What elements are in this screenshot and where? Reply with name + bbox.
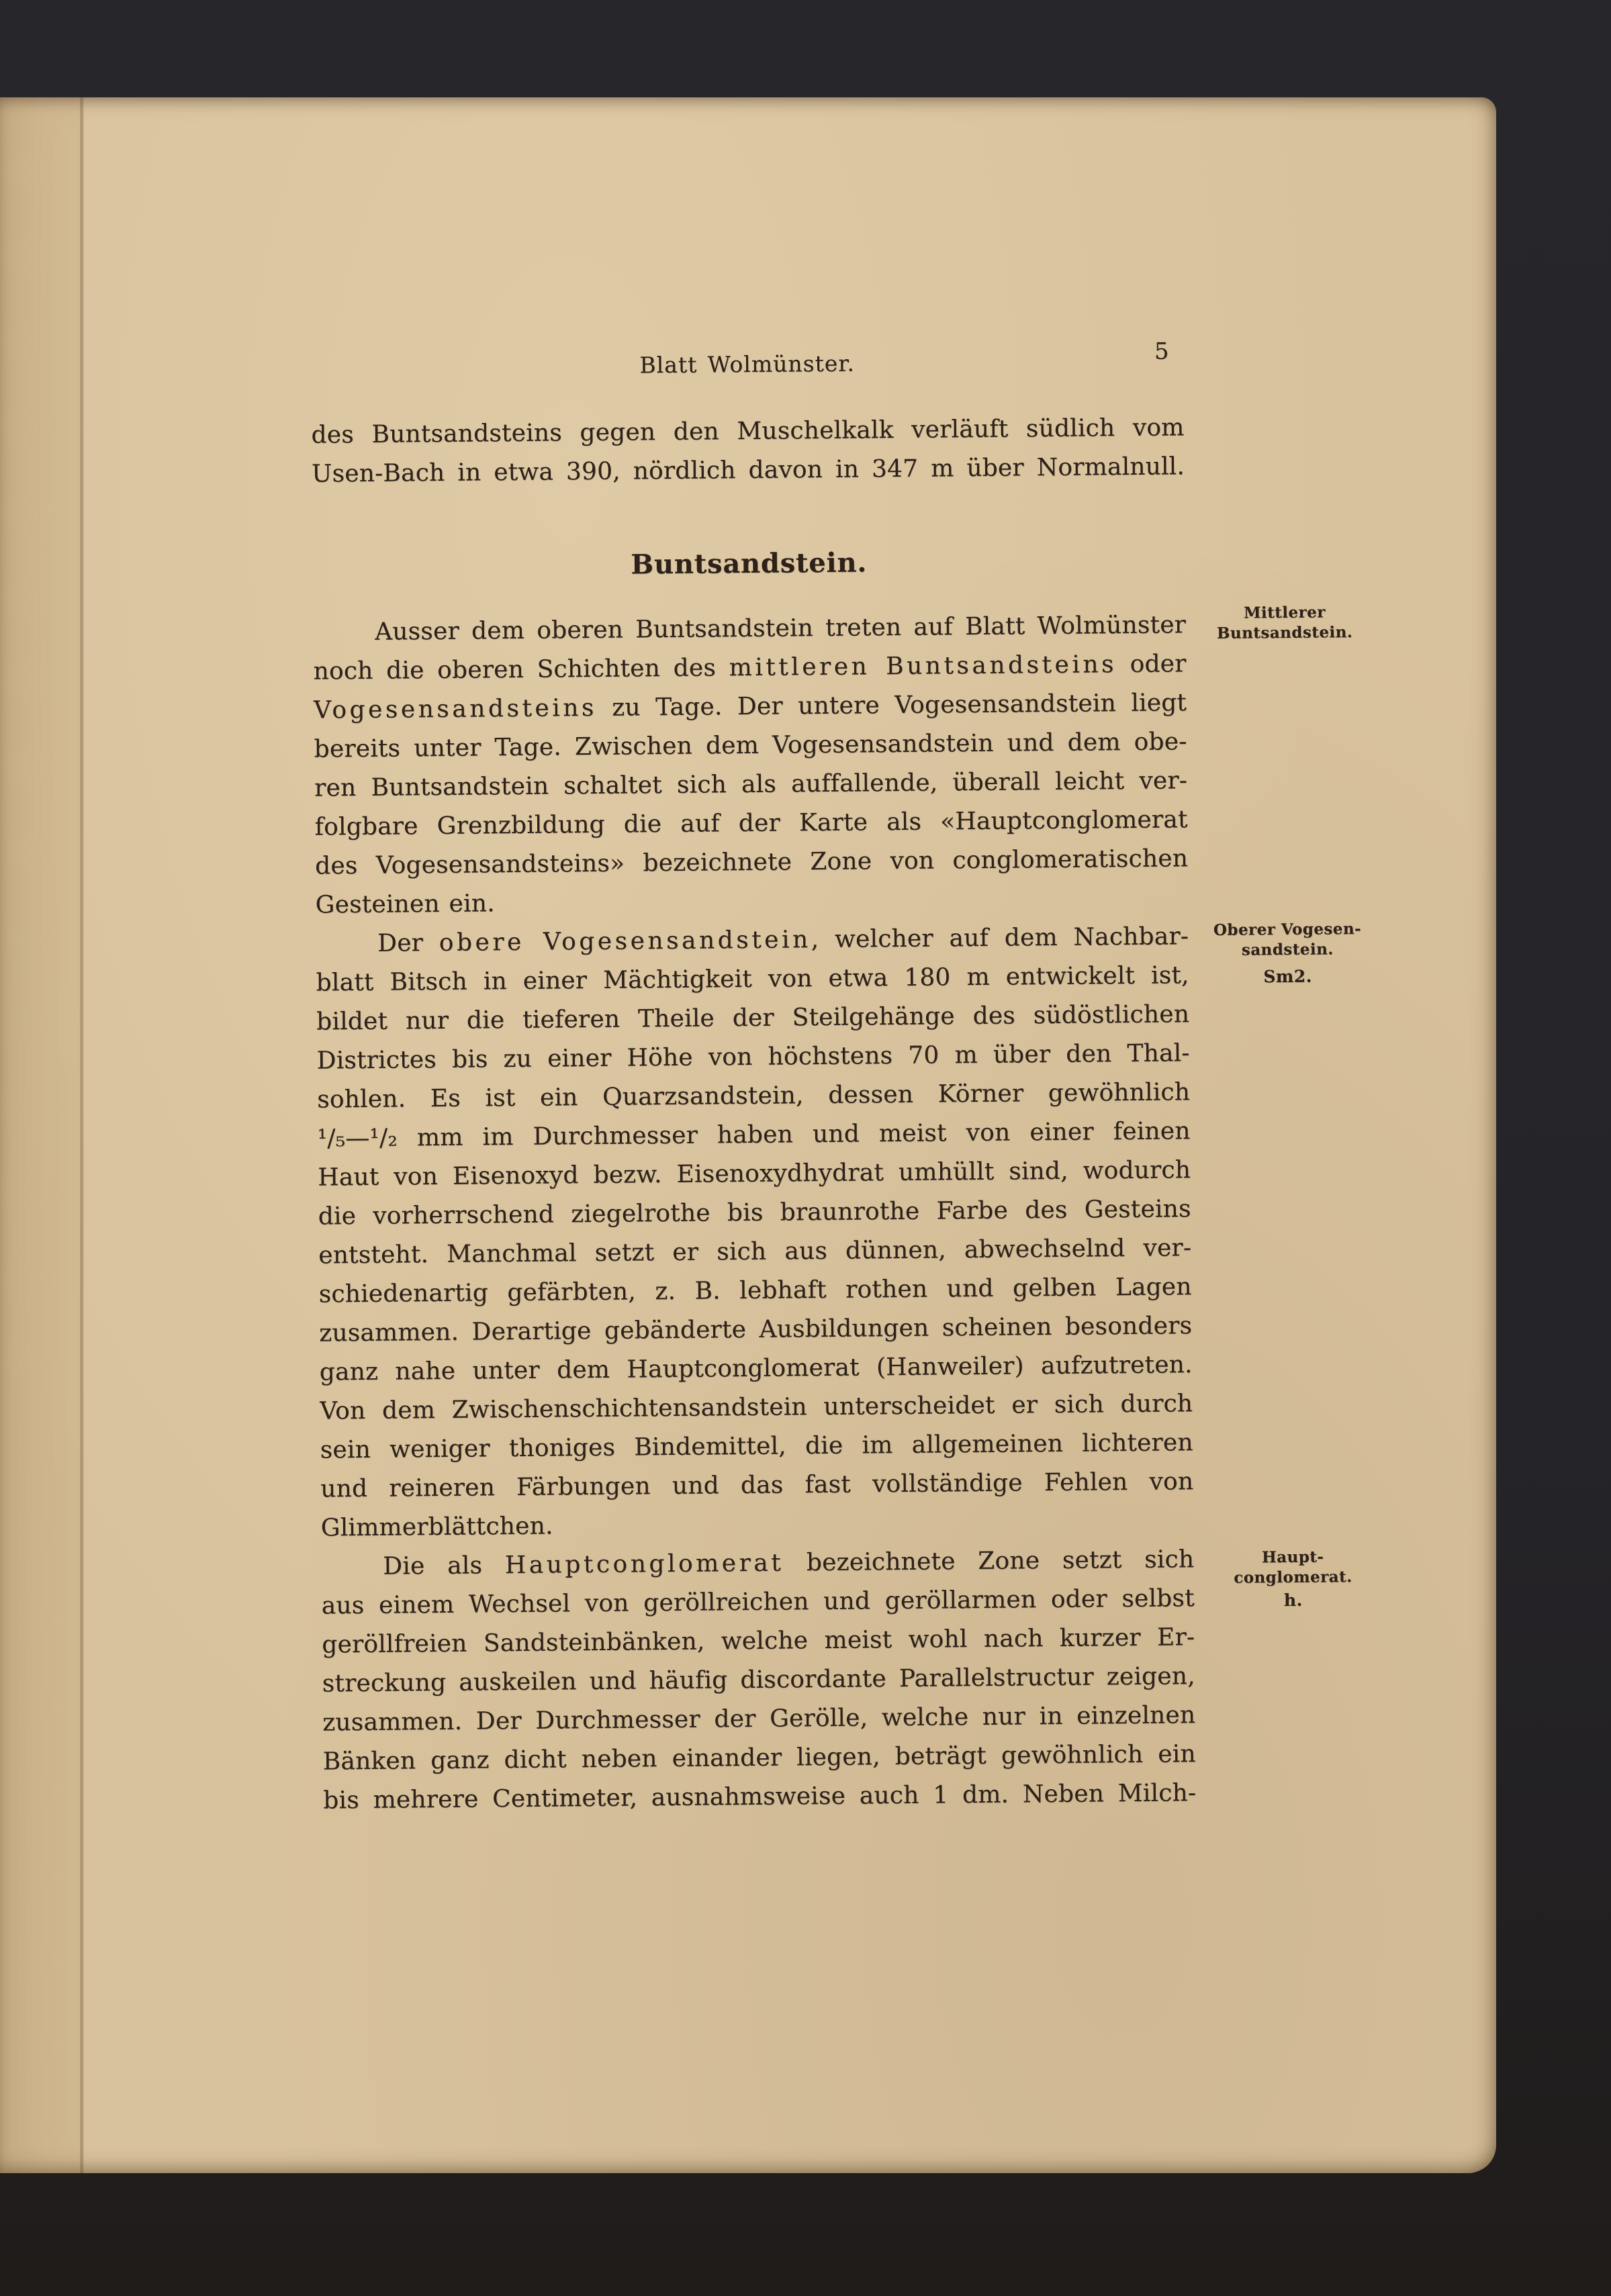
- text-line: [315, 839, 1188, 886]
- text-segment: zusammen. Derartige gebänderte Ausbildungen scheinen besonders: [319, 1312, 1193, 1347]
- text-segment: streckung auskeilen und häufig discordante Parallelstructur zeigen,: [322, 1662, 1195, 1698]
- text-segment: sohlen. Es ist ein Quarzsandstein, dessen Körner gewöhnlich: [317, 1078, 1191, 1114]
- text-segment: des Vogesensandsteins» bezeichnete Zone von conglomeratischen: [314, 845, 1189, 880]
- margin-note-symbol: h.: [1283, 1590, 1303, 1611]
- margin-note-symbol: Sm2.: [1263, 966, 1313, 987]
- margin-note-text: [1209, 1547, 1377, 1588]
- text-segment: folgbare Grenzbildung die auf der Karte als «Hauptconglomerat: [314, 806, 1188, 841]
- text-segment: ren Buntsandstein schaltet sich als auffallende, überall leicht ver-: [314, 767, 1188, 802]
- text-segment: blatt Bitsch in einer Mächtigkeit von etwa 180 m entwickelt ist,: [316, 961, 1189, 997]
- text-segment: oder: [1116, 650, 1187, 679]
- page-number: 5: [1154, 338, 1169, 365]
- text-segment: ¹/₅—¹/₂ mm im Durchmesser haben und meist von einer feinen: [317, 1117, 1191, 1153]
- text-segment: ganz nahe unter dem Hauptconglomerat (Hanweiler) aufzutreten.: [319, 1351, 1193, 1386]
- page-header: [311, 338, 1184, 383]
- text-segment: bereits unter Tage. Zwischen dem Vogesensandstein und dem obe-: [314, 728, 1187, 763]
- text-segment: die vorherrschend ziegelrothe bis braunrothe Farbe des Gesteins: [318, 1195, 1191, 1231]
- text-segment: bildet nur die tieferen Theile der Steilgehänge des südöstlichen: [316, 1000, 1190, 1036]
- text-segment: schiedenartig gefärbten, z. B. lebhaft rothen und gelben Lagen: [318, 1273, 1192, 1308]
- section-heading: Buntsandstein.: [631, 546, 868, 581]
- emphasized-text-segment: Vogesensandsteins: [313, 693, 598, 724]
- margin-note-line: Oberer Vogesen-: [1213, 920, 1362, 939]
- text-line: [320, 1462, 1193, 1509]
- margin-note-hauptconglomerat: [1209, 1547, 1377, 1611]
- margin-note-text: [1203, 919, 1372, 961]
- emphasized-text-segment: Hauptconglomerat: [504, 1549, 784, 1580]
- text-segment: bis mehrere Centimeter, ausnahmsweise auch 1 dm. Neben Milch-: [323, 1779, 1197, 1815]
- text-segment: des Buntsandsteins gegen den Muschelkalk verläuft südlich vom: [311, 414, 1185, 449]
- text-segment: Districtes bis zu einer Höhe von höchstens 70 m über den Thal-: [316, 1039, 1190, 1075]
- text-segment: zu Tage. Der untere Vogesensandstein liegt: [596, 689, 1187, 722]
- paragraph: [313, 606, 1189, 924]
- text-segment: Der: [377, 929, 440, 957]
- text-segment: zusammen. Der Durchmesser der Gerölle, welche nur in einzelnen: [322, 1701, 1196, 1737]
- text-segment: aus einem Wechsel von geröllreichen und geröllarmen oder selbst: [321, 1584, 1195, 1620]
- text-block: [311, 408, 1196, 1820]
- text-line: [312, 447, 1185, 493]
- intro-paragraph: [311, 408, 1185, 493]
- margin-note-line: conglomerat.: [1234, 1568, 1352, 1587]
- text-segment: Gesteinen ein.: [315, 890, 495, 919]
- text-segment: Haut von Eisenoxyd bezw. Eisenoxydhydrat umhüllt sind, wodurch: [318, 1156, 1191, 1192]
- text-segment: Glimmerblättchen.: [320, 1512, 553, 1542]
- emphasized-text-segment: mittleren Buntsandsteins: [729, 651, 1117, 682]
- margin-note-line: Buntsandstein.: [1216, 623, 1353, 642]
- margin-note-oberer-vogesensandstein: [1203, 919, 1372, 988]
- paragraph: [316, 917, 1194, 1547]
- emphasized-text-segment: obere Vogesensandstein: [439, 926, 811, 957]
- text-segment: geröllfreien Sandsteinbänken, welche meist wohl nach kurzer Er-: [322, 1623, 1195, 1659]
- text-line: [323, 1774, 1196, 1820]
- text-segment: Die als: [383, 1551, 506, 1580]
- text-segment: Bänken ganz dicht neben einander liegen, beträgt gewöhnlich ein: [322, 1740, 1196, 1776]
- text-segment: , welcher auf dem Nachbar-: [811, 922, 1189, 954]
- running-head: Blatt Wolmünster.: [639, 350, 856, 379]
- text-segment: noch die oberen Schichten des: [313, 654, 729, 685]
- text-segment: entsteht. Manchmal setzt er sich aus dünnen, abwechselnd ver-: [318, 1234, 1192, 1270]
- margin-note-line: Haupt-: [1261, 1547, 1324, 1567]
- body-paragraphs: [313, 606, 1197, 1820]
- paragraph: [321, 1540, 1196, 1820]
- text-segment: Usen-Bach in etwa 390, nördlich davon in 347 m über Normalnull.: [311, 452, 1185, 488]
- book-page: [0, 97, 1496, 2173]
- margin-note-text: [1201, 602, 1369, 644]
- margin-note-line: sandstein.: [1241, 940, 1334, 959]
- printed-content: [0, 91, 1507, 2179]
- text-segment: sein weniger thoniges Bindemittel, die im allgemeinen lichteren: [320, 1429, 1193, 1464]
- text-segment: und reineren Färbungen und das fast vollständige Fehlen von: [320, 1468, 1194, 1503]
- text-segment: Ausser dem oberen Buntsandstein treten auf Blatt Wolmünster: [374, 611, 1187, 646]
- text-segment: Von dem Zwischenschichtensandstein unterscheidet er sich durch: [320, 1390, 1193, 1425]
- text-segment: bezeichnete Zone setzt sich: [784, 1545, 1195, 1577]
- margin-note-line: Mittlerer: [1243, 603, 1326, 622]
- margin-note-mittlerer-buntsandstein: [1201, 602, 1369, 644]
